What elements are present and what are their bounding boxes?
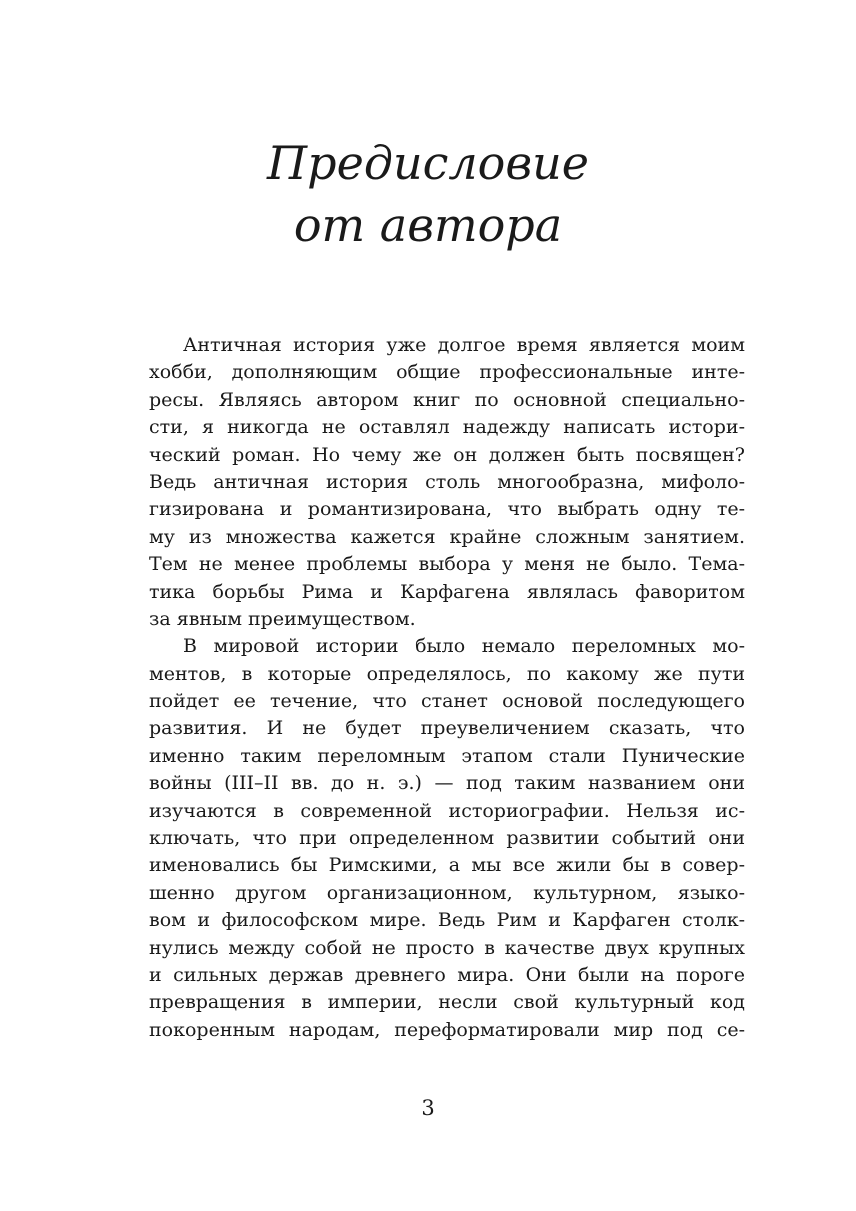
text-line: му из множества кажется крайне сложным занятием. [149, 525, 745, 548]
text-line: шенно другом организационном, культурном, языко- [149, 881, 745, 904]
text-line: нулись между собой не просто в качестве двух крупных [149, 936, 745, 959]
chapter-title-line-2: от автора [293, 198, 563, 252]
chapter-title-line-1: Предисловие [267, 136, 589, 190]
text-line: ресы. Являясь автором книг по основной специально- [149, 388, 745, 411]
text-line: Ведь античная история столь многообразна, мифоло- [149, 470, 745, 493]
text-line: ключать, что при определенном развитии событий они [149, 827, 745, 850]
text-line: хобби, дополняющим общие профессиональные инте- [149, 361, 745, 384]
text-line: ментов, в которые определялось, по какому же пути [149, 662, 745, 685]
text-line: Тем не менее проблемы выбора у меня не было. Тема- [149, 553, 745, 576]
text-line: войны (III–II вв. до н. э.) — под таким названием они [149, 772, 745, 795]
text-line: Античная история уже долгое время является моим [183, 334, 745, 356]
text-line: тика борьбы Рима и Карфагена являлась фаворитом [149, 580, 745, 603]
chapter-title [0, 132, 856, 256]
text-line: развития. И не будет преувеличением сказать, что [149, 717, 745, 740]
text-line: гизирована и романтизирована, что выбрать одну те- [149, 498, 745, 521]
text-line: ческий роман. Но чему же он должен быть посвящен? [149, 443, 745, 466]
text-line: покоренным народам, переформатировали мир под се- [149, 1018, 745, 1041]
text-line: вом и философском мире. Ведь Рим и Карфаген столк- [149, 909, 745, 932]
text-line: пойдет ее течение, что станет основой последующего [149, 690, 745, 713]
text-line: за явным преимуществом. [149, 607, 416, 630]
text-line: В мировой истории было немало переломных мо- [183, 635, 745, 658]
text-line: именовались бы Римскими, а мы все жили бы в совер- [149, 854, 745, 877]
text-line: и сильных держав древнего мира. Они были на пороге [149, 963, 745, 986]
text-line: изучаются в современной историографии. Нельзя ис- [149, 799, 745, 822]
text-line: именно таким переломным этапом стали Пунические [149, 744, 745, 767]
text-line: превращения в империи, несли свой культурный код [149, 991, 745, 1014]
page-number: 3 [421, 1096, 435, 1120]
body-text [149, 332, 745, 1044]
text-line: сти, я никогда не оставлял надежду написать истори- [149, 416, 745, 439]
